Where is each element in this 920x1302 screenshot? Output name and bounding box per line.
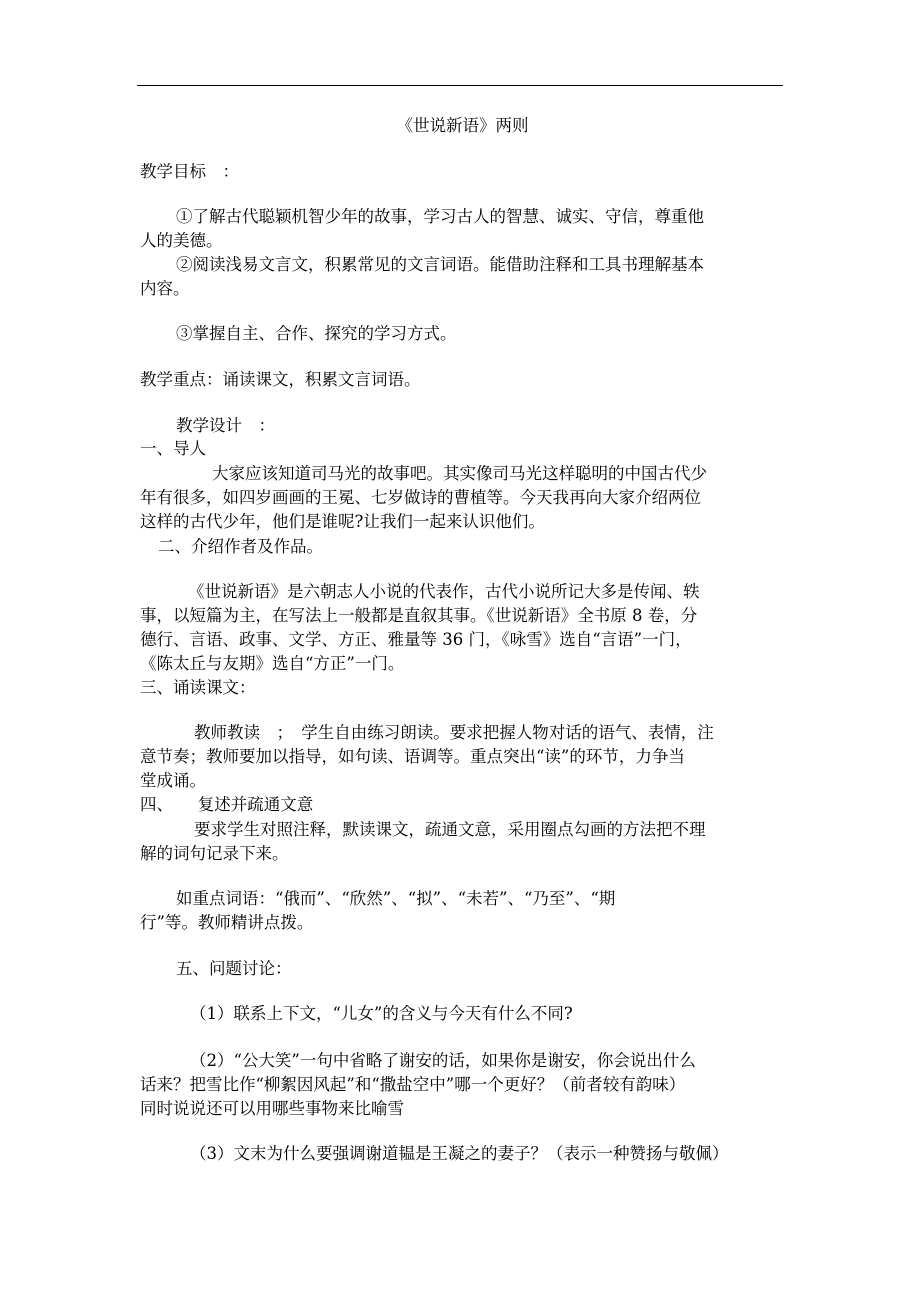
design-heading: 教学设计 ： <box>176 416 275 435</box>
key-points: 教学重点：诵读课文，积累文言词语。 <box>140 370 421 389</box>
section-3-line-1: 教师教读 ； 学生自由练习朗读。要求把握人物对话的语气、表情，注 <box>194 723 714 742</box>
goals-heading: 教学目标 ： <box>140 162 239 181</box>
section-1-heading: 一、导人 <box>140 439 206 458</box>
question-3: （3）文末为什么要强调谢道韫是王凝之的妻子？（表示一种赞扬与敬佩） <box>190 1144 729 1163</box>
goal-1-line-2: 人的美德。 <box>140 231 223 250</box>
section-2-line-2: 事，以短篇为主，在写法上一般都是直叙其事。《世说新语》全书原 8 卷，分 <box>140 606 698 625</box>
header-rule <box>137 85 783 86</box>
question-2-line-2: 话来？把雪比作“柳絮因风起”和“撒盐空中”哪一个更好？（前者较有韵味） <box>140 1075 686 1094</box>
section-1-line-1: 大家应该知道司马光的故事吧。其实像司马光这样聪明的中国古代少 <box>212 464 707 483</box>
section-2-line-1: 《世说新语》是六朝志人小说的代表作，古代小说所记大多是传闻、轶 <box>188 582 700 601</box>
section-3-heading: 三、诵读课文： <box>140 678 256 697</box>
goal-3: ③掌握自主、合作、探究的学习方式。 <box>176 324 457 343</box>
section-2-line-4: 《陈太丘与友期》选自“方正”一门。 <box>140 654 405 673</box>
section-4-line-3: 如重点词语：“俄而”、“欣然”、“拟”、“未若”、“乃至”、“期 <box>176 889 616 908</box>
section-4-line-2: 解的词句记录下来。 <box>140 844 289 863</box>
question-2-line-1: （2）“公大笑”一句中省略了谢安的话，如果你是谢安，你会说出什么 <box>190 1051 696 1070</box>
goal-2-line-1: ②阅读浅易文言文，积累常见的文言词语。能借助注释和工具书理解基本 <box>176 255 704 274</box>
question-2-line-3: 同时说说还可以用哪些事物来比喻雪 <box>140 1099 404 1118</box>
section-4-line-4: 行”等。教师精讲点拨。 <box>140 913 314 932</box>
section-4-heading: 四、 复述并疏通文意 <box>140 795 314 814</box>
goal-2-line-2: 内容。 <box>140 279 190 298</box>
goal-1-line-1: ①了解古代聪颖机智少年的故事，学习古人的智慧、诚实、守信，尊重他 <box>176 207 704 226</box>
section-3-line-2: 意节奏；教师要加以指导，如句读、语调等。重点突出“读”的环节，力争当 <box>140 747 685 766</box>
section-1-line-2: 年有很多，如四岁画画的王冕、七岁做诗的曹植等。今天我再向大家介绍两位 <box>140 488 701 507</box>
document-title: 《世说新语》两则 <box>396 116 529 135</box>
section-2-line-3: 德行、言语、政事、文学、方正、雅量等 36 门，《咏雪》选自“言语”一门， <box>140 630 692 649</box>
section-2-heading: 二、介绍作者及作品。 <box>158 537 323 556</box>
section-4-line-1: 要求学生对照注释，默读课文，疏通文意，采用圈点勾画的方法把不理 <box>194 820 706 839</box>
section-5-heading: 五、问题讨论： <box>176 959 292 978</box>
section-3-line-3: 堂成诵。 <box>140 771 206 790</box>
section-1-line-3: 这样的古代少年，他们是谁呢?让我们一起来认识他们。 <box>140 512 545 531</box>
question-1: （1）联系上下文，“儿女”的含义与今天有什么不同? <box>190 1004 573 1023</box>
